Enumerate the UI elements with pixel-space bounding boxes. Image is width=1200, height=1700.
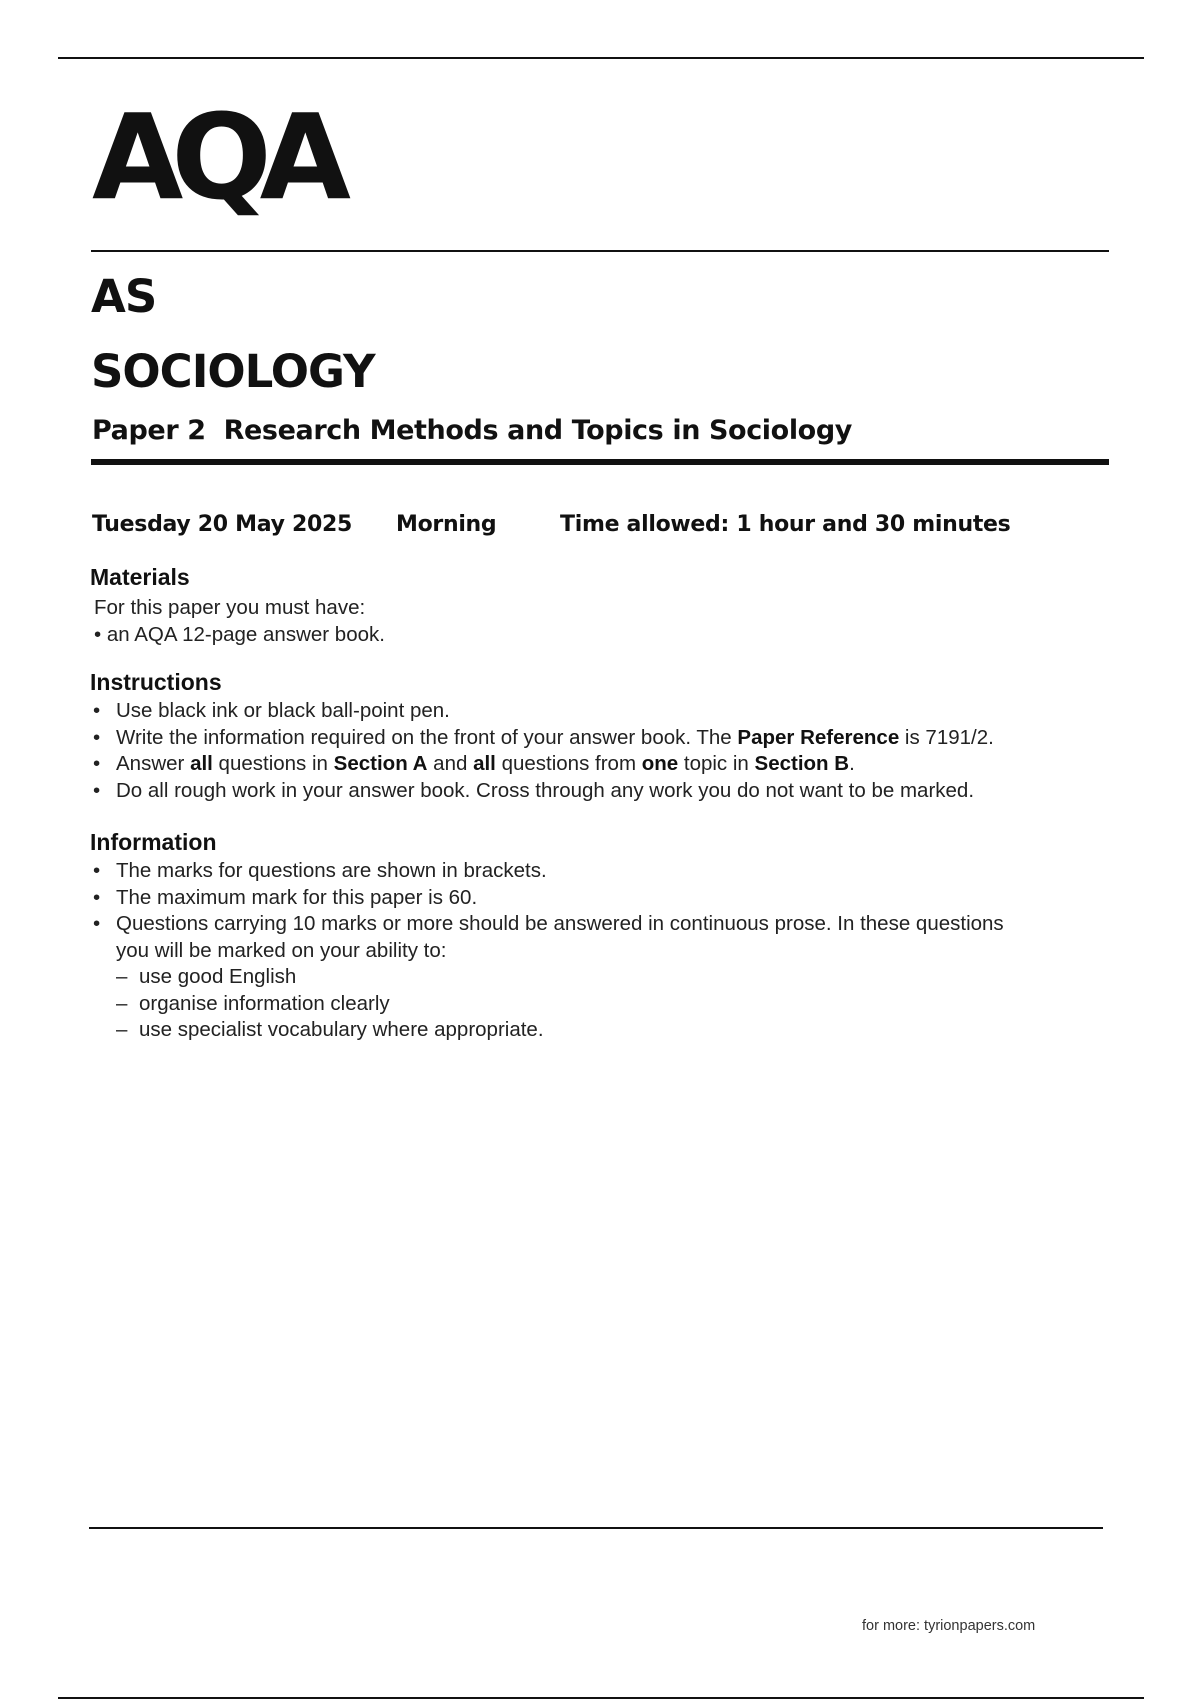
instruction-emphasis: Section B: [754, 752, 850, 775]
instruction-text: Write the information required on the front of your answer book. The: [116, 725, 738, 749]
materials-heading: Materials: [90, 564, 190, 590]
top-rule: [58, 57, 1144, 59]
information-text: Questions carrying 10 marks or more should be answered in continuous prose. In these questions: [116, 912, 1004, 935]
information-heading: Information: [90, 829, 217, 855]
logo-divider: [91, 250, 1109, 252]
information-text: The marks for questions are shown in brackets.: [116, 859, 547, 882]
list-item: – use specialist vocabulary where appropriate.: [116, 1018, 544, 1041]
materials-item: • an AQA 12-page answer book.: [94, 623, 385, 646]
instruction-emphasis: one: [641, 752, 679, 775]
list-item: • Do all rough work in your answer book. Cross through any work you do not want to be marked.: [93, 778, 975, 802]
instruction-text: questions in: [212, 752, 334, 775]
aqa-logo: AQA: [92, 88, 339, 226]
ability-list: [116, 964, 1004, 1044]
instruction-text: Do all rough work in your answer book. Cross through any work you do not want to be marked.: [116, 778, 975, 802]
instruction-text: Answer: [116, 752, 191, 775]
instruction-text: topic in: [678, 752, 755, 775]
instruction-text: questions from: [495, 752, 642, 775]
instruction-emphasis: Paper Reference: [737, 725, 900, 749]
instruction-emphasis: all: [473, 752, 496, 775]
list-item: • Questions carrying 10 marks or more should be answered in continuous prose. In these questions you will be marked on your ability to: – use good English – organise information clearly – use specialist vocabulary where appropriate.: [90, 911, 1004, 1044]
time-allowed: Time allowed: 1 hour and 30 minutes: [560, 512, 1011, 537]
footer-divider: [89, 1527, 1103, 1529]
list-item: – organise information clearly: [116, 991, 390, 1015]
title-divider: [91, 459, 1109, 465]
information-text: you will be marked on your ability to:: [116, 938, 447, 962]
instructions-heading: Instructions: [90, 669, 222, 695]
list-item: • Write the information required on the front of your answer book. The Paper Reference is 7191/2.: [93, 725, 994, 749]
bottom-rule: [58, 1697, 1144, 1699]
instruction-text: and: [427, 752, 474, 775]
list-item: – use good English: [116, 965, 297, 988]
instruction-emphasis: Section A: [333, 752, 428, 775]
footer-credit: for more: tyrionpapers.com: [862, 1618, 1036, 1634]
list-item: • Use black ink or black ball-point pen.: [93, 699, 450, 722]
ability-text: use specialist vocabulary where appropriate.: [139, 1018, 544, 1041]
materials-intro: For this paper you must have:: [94, 596, 366, 619]
paper-title: Paper 2 Research Methods and Topics in Sociology: [92, 415, 852, 446]
list-item: • The maximum mark for this paper is 60.: [93, 885, 478, 909]
list-item: • The marks for questions are shown in brackets.: [93, 859, 547, 882]
information-text: The maximum mark for this paper is 60.: [116, 885, 478, 909]
instructions-list: [90, 698, 994, 804]
ability-text: organise information clearly: [139, 991, 390, 1015]
list-item: • Answer all questions in Section A and all questions from one topic in Section B.: [93, 752, 855, 775]
instruction-emphasis: all: [190, 752, 213, 775]
instruction-text: is 7191/2.: [899, 725, 994, 749]
instruction-text: Use black ink or black ball-point pen.: [116, 699, 450, 722]
ability-text: use good English: [139, 965, 297, 988]
instruction-text: .: [849, 752, 855, 775]
materials-item-text: an AQA 12-page answer book.: [106, 623, 385, 646]
exam-date: Tuesday 20 May 2025: [92, 512, 353, 537]
qualification-title: AS: [91, 270, 157, 323]
information-list: [90, 858, 1004, 1044]
subject-title: SOCIOLOGY: [91, 345, 375, 398]
exam-session: Morning: [396, 512, 497, 537]
